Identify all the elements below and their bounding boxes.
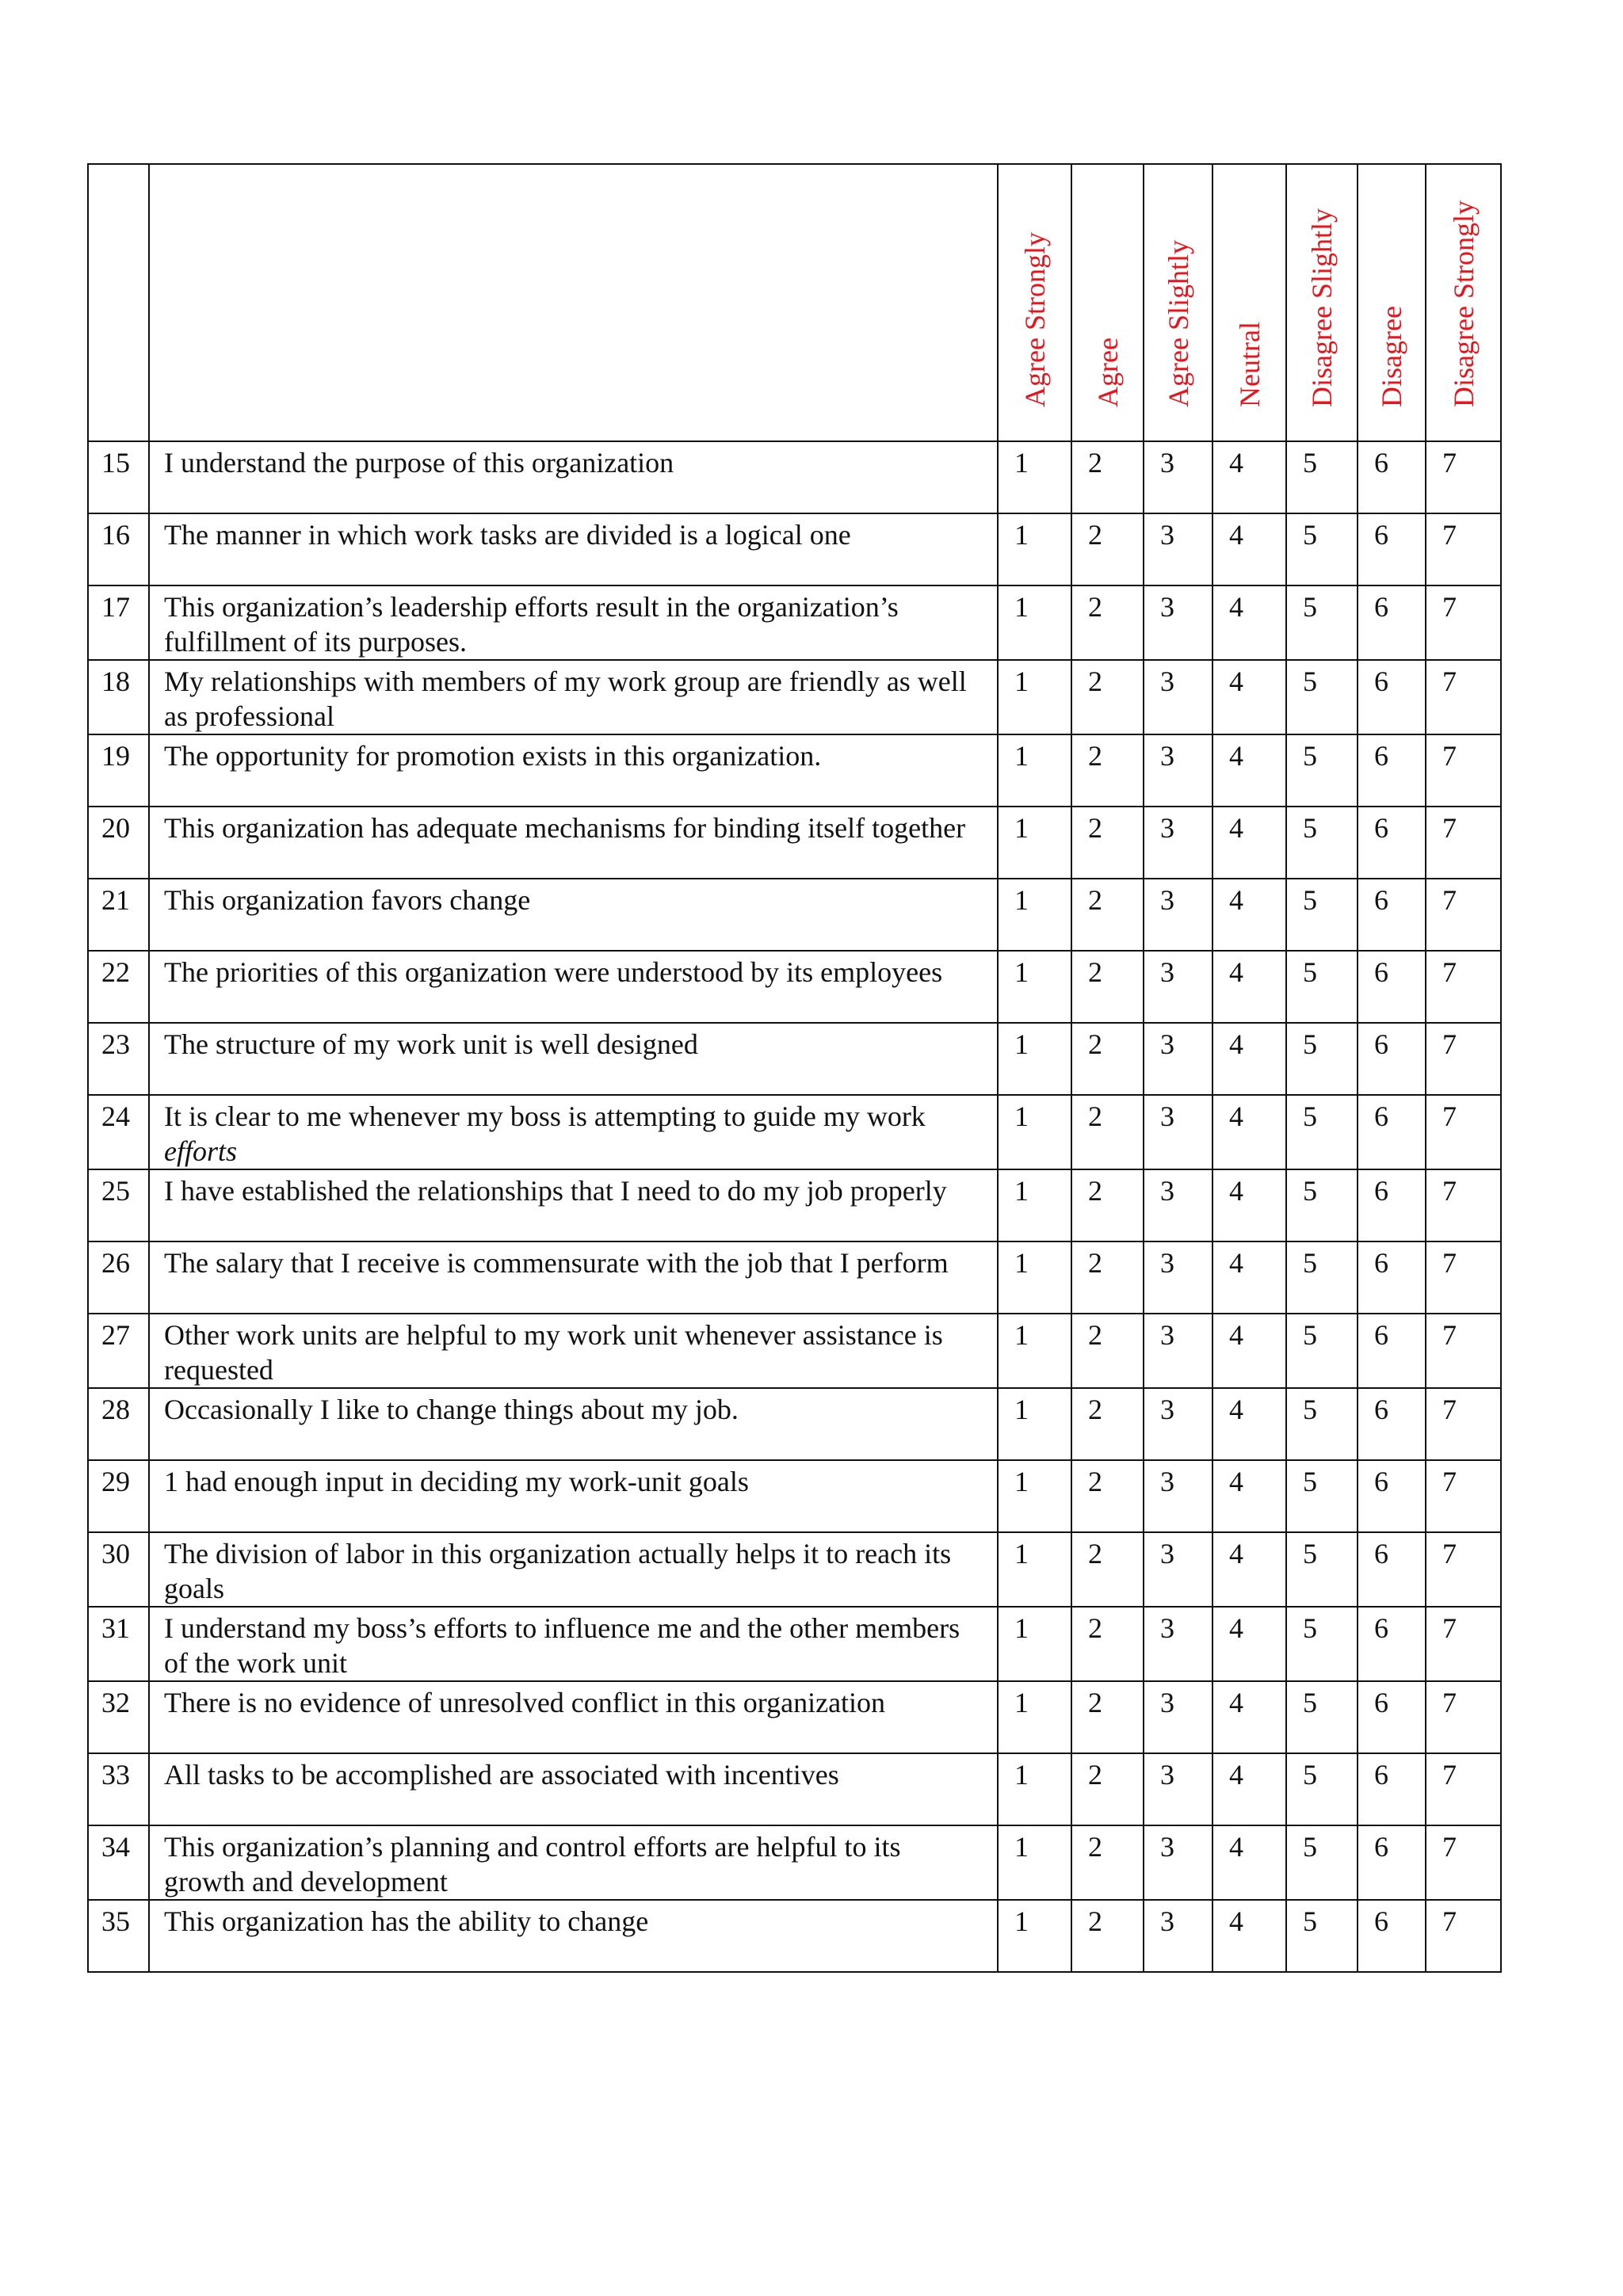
rating-option-5[interactable]: 5	[1286, 951, 1358, 1023]
statement-italic-text: efforts	[164, 1135, 238, 1167]
header-disagree-strongly	[1426, 164, 1501, 441]
item-number: 18	[88, 660, 149, 734]
rating-option-7[interactable]: 7	[1426, 1023, 1501, 1095]
rating-option-3[interactable]: 3	[1144, 1681, 1212, 1753]
rating-option-6[interactable]: 6	[1358, 1023, 1426, 1095]
rating-option-3[interactable]: 3	[1144, 1532, 1212, 1607]
rating-option-7[interactable]: 7	[1426, 1241, 1501, 1314]
header-statement-cell	[149, 164, 998, 441]
rating-option-2[interactable]: 2	[1071, 1388, 1144, 1460]
header-disagree-slightly	[1286, 164, 1358, 441]
rating-option-4[interactable]: 4	[1212, 1825, 1286, 1900]
header-neutral	[1212, 164, 1286, 441]
table-row	[88, 660, 1501, 734]
table-row	[88, 1314, 1501, 1388]
statement-text: It is clear to me whenever my boss is attempting to guide my work	[164, 1100, 926, 1132]
table-row	[88, 879, 1501, 951]
item-statement	[149, 1241, 998, 1314]
column-label: Disagree Slightly	[1306, 208, 1338, 407]
rating-option-6[interactable]: 6	[1358, 1753, 1426, 1825]
rating-option-5[interactable]: 5	[1286, 441, 1358, 513]
item-statement	[149, 585, 998, 660]
rating-option-6[interactable]: 6	[1358, 1460, 1426, 1532]
column-label: Disagree	[1376, 306, 1407, 407]
table-row	[88, 1753, 1501, 1825]
rating-option-1[interactable]: 1	[998, 441, 1071, 513]
rating-option-1[interactable]: 1	[998, 1532, 1071, 1607]
table-row	[88, 1460, 1501, 1532]
item-number: 27	[88, 1314, 149, 1388]
rating-option-6[interactable]: 6	[1358, 807, 1426, 879]
rating-option-1[interactable]: 1	[998, 734, 1071, 807]
rating-option-4[interactable]: 4	[1212, 1169, 1286, 1241]
item-statement	[149, 1532, 998, 1607]
statement-text: This organization has the ability to change	[164, 1905, 649, 1937]
rating-option-7[interactable]: 7	[1426, 513, 1501, 585]
rating-option-5[interactable]: 5	[1286, 1532, 1358, 1607]
rating-option-1[interactable]: 1	[998, 1681, 1071, 1753]
rating-option-1[interactable]: 1	[998, 1460, 1071, 1532]
rating-option-3[interactable]: 3	[1144, 1241, 1212, 1314]
rating-option-3[interactable]: 3	[1144, 1169, 1212, 1241]
item-statement	[149, 1460, 998, 1532]
rating-option-1[interactable]: 1	[998, 807, 1071, 879]
rating-option-4[interactable]: 4	[1212, 441, 1286, 513]
rating-option-2[interactable]: 2	[1071, 660, 1144, 734]
rating-option-3[interactable]: 3	[1144, 1460, 1212, 1532]
header-agree-strongly	[998, 164, 1071, 441]
item-number: 23	[88, 1023, 149, 1095]
statement-text: My relationships with members of my work group are friendly as well as professional	[164, 666, 967, 732]
rating-option-5[interactable]: 5	[1286, 807, 1358, 879]
statement-text: Other work units are helpful to my work unit whenever assistance is requested	[164, 1319, 943, 1386]
column-label: Neutral	[1233, 322, 1266, 407]
header-disagree	[1358, 164, 1426, 441]
table-row	[88, 1607, 1501, 1681]
survey-body	[88, 441, 1501, 1972]
rating-option-6[interactable]: 6	[1358, 1900, 1426, 1972]
rating-option-2[interactable]: 2	[1071, 807, 1144, 879]
rating-option-2[interactable]: 2	[1071, 1169, 1144, 1241]
item-number: 16	[88, 513, 149, 585]
rating-option-5[interactable]: 5	[1286, 585, 1358, 660]
table-row	[88, 585, 1501, 660]
item-number: 31	[88, 1607, 149, 1681]
rating-option-7[interactable]: 7	[1426, 879, 1501, 951]
item-number: 34	[88, 1825, 149, 1900]
item-number: 32	[88, 1681, 149, 1753]
statement-text: The priorities of this organization were understood by its employees	[164, 956, 943, 988]
rating-option-2[interactable]: 2	[1071, 441, 1144, 513]
rating-option-4[interactable]: 4	[1212, 585, 1286, 660]
statement-text: The salary that I receive is commensurate with the job that I perform	[164, 1247, 949, 1279]
rating-option-7[interactable]: 7	[1426, 660, 1501, 734]
rating-option-6[interactable]: 6	[1358, 1241, 1426, 1314]
rating-option-5[interactable]: 5	[1286, 1095, 1358, 1169]
rating-option-3[interactable]: 3	[1144, 441, 1212, 513]
item-number: 21	[88, 879, 149, 951]
item-statement	[149, 441, 998, 513]
statement-text: There is no evidence of unresolved conflict in this organization	[164, 1687, 886, 1718]
rating-option-2[interactable]: 2	[1071, 1314, 1144, 1388]
header-agree	[1071, 164, 1144, 441]
rating-option-4[interactable]: 4	[1212, 734, 1286, 807]
rating-option-6[interactable]: 6	[1358, 513, 1426, 585]
item-number: 29	[88, 1460, 149, 1532]
rating-option-7[interactable]: 7	[1426, 585, 1501, 660]
column-label: Agree	[1091, 338, 1124, 407]
rating-option-6[interactable]: 6	[1358, 1388, 1426, 1460]
column-label: Disagree Strongly	[1447, 200, 1480, 407]
rating-option-6[interactable]: 6	[1358, 1095, 1426, 1169]
rating-option-1[interactable]: 1	[998, 513, 1071, 585]
item-number: 24	[88, 1095, 149, 1169]
rating-option-5[interactable]: 5	[1286, 734, 1358, 807]
rating-option-6[interactable]: 6	[1358, 879, 1426, 951]
rating-option-3[interactable]: 3	[1144, 879, 1212, 951]
rating-option-1[interactable]: 1	[998, 879, 1071, 951]
rating-option-2[interactable]: 2	[1071, 513, 1144, 585]
item-number: 22	[88, 951, 149, 1023]
table-row	[88, 1388, 1501, 1460]
rating-option-1[interactable]: 1	[998, 1388, 1071, 1460]
rating-option-1[interactable]: 1	[998, 951, 1071, 1023]
rating-option-2[interactable]: 2	[1071, 1095, 1144, 1169]
rating-option-1[interactable]: 1	[998, 585, 1071, 660]
item-statement	[149, 513, 998, 585]
item-number: 33	[88, 1753, 149, 1825]
rating-option-3[interactable]: 3	[1144, 513, 1212, 585]
item-statement	[149, 1607, 998, 1681]
rating-option-7[interactable]: 7	[1426, 441, 1501, 513]
rating-option-3[interactable]: 3	[1144, 1900, 1212, 1972]
rating-option-1[interactable]: 1	[998, 1825, 1071, 1900]
rating-option-4[interactable]: 4	[1212, 1607, 1286, 1681]
rating-option-3[interactable]: 3	[1144, 1095, 1212, 1169]
item-number: 15	[88, 441, 149, 513]
rating-option-5[interactable]: 5	[1286, 1388, 1358, 1460]
column-label: Agree Slightly	[1162, 240, 1194, 407]
rating-option-3[interactable]: 3	[1144, 1023, 1212, 1095]
rating-option-6[interactable]: 6	[1358, 1169, 1426, 1241]
rating-option-4[interactable]: 4	[1212, 1532, 1286, 1607]
item-statement	[149, 1023, 998, 1095]
rating-option-4[interactable]: 4	[1212, 1900, 1286, 1972]
item-statement	[149, 807, 998, 879]
table-row	[88, 1241, 1501, 1314]
rating-option-3[interactable]: 3	[1144, 1388, 1212, 1460]
statement-text: All tasks to be accomplished are associated with incentives	[164, 1759, 839, 1791]
rating-option-7[interactable]: 7	[1426, 1532, 1501, 1607]
rating-option-3[interactable]: 3	[1144, 585, 1212, 660]
rating-option-5[interactable]: 5	[1286, 1169, 1358, 1241]
rating-option-5[interactable]: 5	[1286, 1753, 1358, 1825]
item-statement	[149, 1169, 998, 1241]
rating-option-5[interactable]: 5	[1286, 1314, 1358, 1388]
table-row	[88, 441, 1501, 513]
rating-option-4[interactable]: 4	[1212, 513, 1286, 585]
rating-option-2[interactable]: 2	[1071, 951, 1144, 1023]
rating-option-6[interactable]: 6	[1358, 585, 1426, 660]
rating-option-7[interactable]: 7	[1426, 1900, 1501, 1972]
rating-option-4[interactable]: 4	[1212, 1095, 1286, 1169]
item-number: 26	[88, 1241, 149, 1314]
statement-text: 1 had enough input in deciding my work-unit goals	[164, 1466, 749, 1497]
rating-option-7[interactable]: 7	[1426, 734, 1501, 807]
table-row	[88, 807, 1501, 879]
statement-text: The division of labor in this organization actually helps it to reach its goals	[164, 1538, 952, 1604]
rating-option-7[interactable]: 7	[1426, 1825, 1501, 1900]
table-row	[88, 1681, 1501, 1753]
item-statement	[149, 1753, 998, 1825]
table-row	[88, 951, 1501, 1023]
rating-option-7[interactable]: 7	[1426, 1314, 1501, 1388]
rating-option-4[interactable]: 4	[1212, 1241, 1286, 1314]
survey-table	[87, 163, 1502, 1973]
rating-option-5[interactable]: 5	[1286, 1241, 1358, 1314]
rating-option-3[interactable]: 3	[1144, 1753, 1212, 1825]
rating-option-6[interactable]: 6	[1358, 1607, 1426, 1681]
table-row	[88, 1095, 1501, 1169]
rating-option-1[interactable]: 1	[998, 1607, 1071, 1681]
rating-option-7[interactable]: 7	[1426, 1095, 1501, 1169]
item-number: 30	[88, 1532, 149, 1607]
rating-option-7[interactable]: 7	[1426, 1753, 1501, 1825]
rating-option-1[interactable]: 1	[998, 1169, 1071, 1241]
rating-option-6[interactable]: 6	[1358, 1825, 1426, 1900]
rating-option-4[interactable]: 4	[1212, 1388, 1286, 1460]
rating-option-5[interactable]: 5	[1286, 1023, 1358, 1095]
header-row	[88, 164, 1501, 441]
rating-option-7[interactable]: 7	[1426, 1607, 1501, 1681]
table-row	[88, 1023, 1501, 1095]
statement-text: I have established the relationships that I need to do my job properly	[164, 1175, 947, 1207]
table-row	[88, 1532, 1501, 1607]
statement-text: The opportunity for promotion exists in this organization.	[164, 740, 822, 772]
table-row	[88, 734, 1501, 807]
rating-option-1[interactable]: 1	[998, 1241, 1071, 1314]
rating-option-4[interactable]: 4	[1212, 1753, 1286, 1825]
statement-text: The structure of my work unit is well designed	[164, 1028, 698, 1060]
rating-option-4[interactable]: 4	[1212, 1023, 1286, 1095]
rating-option-4[interactable]: 4	[1212, 1681, 1286, 1753]
rating-option-2[interactable]: 2	[1071, 1681, 1144, 1753]
statement-text: This organization has adequate mechanisms for binding itself together	[164, 812, 966, 844]
rating-option-1[interactable]: 1	[998, 1753, 1071, 1825]
rating-option-5[interactable]: 5	[1286, 1681, 1358, 1753]
item-number: 28	[88, 1388, 149, 1460]
item-statement	[149, 734, 998, 807]
rating-option-1[interactable]: 1	[998, 1095, 1071, 1169]
rating-option-7[interactable]: 7	[1426, 807, 1501, 879]
rating-option-5[interactable]: 5	[1286, 1460, 1358, 1532]
rating-option-5[interactable]: 5	[1286, 1825, 1358, 1900]
rating-option-7[interactable]: 7	[1426, 1460, 1501, 1532]
rating-option-6[interactable]: 6	[1358, 734, 1426, 807]
rating-option-2[interactable]: 2	[1071, 1753, 1144, 1825]
rating-option-5[interactable]: 5	[1286, 879, 1358, 951]
table-row	[88, 1900, 1501, 1972]
rating-option-4[interactable]: 4	[1212, 1314, 1286, 1388]
rating-option-2[interactable]: 2	[1071, 1460, 1144, 1532]
rating-option-3[interactable]: 3	[1144, 734, 1212, 807]
item-number: 25	[88, 1169, 149, 1241]
item-number: 19	[88, 734, 149, 807]
rating-option-4[interactable]: 4	[1212, 879, 1286, 951]
rating-option-3[interactable]: 3	[1144, 1607, 1212, 1681]
item-statement	[149, 1314, 998, 1388]
rating-option-1[interactable]: 1	[998, 660, 1071, 734]
item-statement	[149, 1900, 998, 1972]
column-label: Agree Strongly	[1018, 232, 1051, 407]
table-row	[88, 1825, 1501, 1900]
rating-option-6[interactable]: 6	[1358, 1532, 1426, 1607]
item-statement	[149, 879, 998, 951]
rating-option-3[interactable]: 3	[1144, 951, 1212, 1023]
item-number: 20	[88, 807, 149, 879]
rating-option-7[interactable]: 7	[1426, 951, 1501, 1023]
rating-option-6[interactable]: 6	[1358, 1314, 1426, 1388]
statement-text: Occasionally I like to change things about my job.	[164, 1394, 739, 1425]
rating-option-5[interactable]: 5	[1286, 1607, 1358, 1681]
header-agree-slightly	[1144, 164, 1212, 441]
rating-option-2[interactable]: 2	[1071, 1825, 1144, 1900]
item-statement	[149, 1825, 998, 1900]
rating-option-2[interactable]: 2	[1071, 734, 1144, 807]
item-statement	[149, 1095, 998, 1169]
item-statement	[149, 1681, 998, 1753]
rating-option-6[interactable]: 6	[1358, 951, 1426, 1023]
rating-option-1[interactable]: 1	[998, 1314, 1071, 1388]
rating-option-6[interactable]: 6	[1358, 441, 1426, 513]
rating-option-2[interactable]: 2	[1071, 1241, 1144, 1314]
rating-option-3[interactable]: 3	[1144, 807, 1212, 879]
statement-text: This organization’s leadership efforts result in the organization’s fulfillment of its purposes.	[164, 591, 899, 658]
rating-option-5[interactable]: 5	[1286, 660, 1358, 734]
statement-text: This organization favors change	[164, 884, 531, 916]
rating-option-3[interactable]: 3	[1144, 660, 1212, 734]
rating-option-7[interactable]: 7	[1426, 1681, 1501, 1753]
statement-text: I understand my boss’s efforts to influence me and the other members of the work unit	[164, 1612, 960, 1679]
item-statement	[149, 1388, 998, 1460]
rating-option-5[interactable]: 5	[1286, 513, 1358, 585]
table-row	[88, 1169, 1501, 1241]
statement-text: This organization’s planning and control efforts are helpful to its growth and development	[164, 1831, 901, 1897]
item-number: 35	[88, 1900, 149, 1972]
rating-option-1[interactable]: 1	[998, 1900, 1071, 1972]
item-statement	[149, 951, 998, 1023]
rating-option-3[interactable]: 3	[1144, 1825, 1212, 1900]
statement-text: I understand the purpose of this organization	[164, 447, 674, 479]
rating-option-3[interactable]: 3	[1144, 1314, 1212, 1388]
item-number: 17	[88, 585, 149, 660]
rating-option-4[interactable]: 4	[1212, 660, 1286, 734]
item-statement	[149, 660, 998, 734]
rating-option-4[interactable]: 4	[1212, 1460, 1286, 1532]
rating-option-4[interactable]: 4	[1212, 807, 1286, 879]
rating-option-2[interactable]: 2	[1071, 879, 1144, 951]
rating-option-7[interactable]: 7	[1426, 1169, 1501, 1241]
rating-option-6[interactable]: 6	[1358, 660, 1426, 734]
rating-option-2[interactable]: 2	[1071, 1607, 1144, 1681]
rating-option-5[interactable]: 5	[1286, 1900, 1358, 1972]
table-row	[88, 513, 1501, 585]
rating-option-1[interactable]: 1	[998, 1023, 1071, 1095]
rating-option-6[interactable]: 6	[1358, 1681, 1426, 1753]
rating-option-2[interactable]: 2	[1071, 1900, 1144, 1972]
rating-option-2[interactable]: 2	[1071, 1023, 1144, 1095]
rating-option-7[interactable]: 7	[1426, 1388, 1501, 1460]
statement-text: The manner in which work tasks are divided is a logical one	[164, 519, 851, 551]
rating-option-2[interactable]: 2	[1071, 1532, 1144, 1607]
header-number-cell	[88, 164, 149, 441]
rating-option-4[interactable]: 4	[1212, 951, 1286, 1023]
rating-option-2[interactable]: 2	[1071, 585, 1144, 660]
